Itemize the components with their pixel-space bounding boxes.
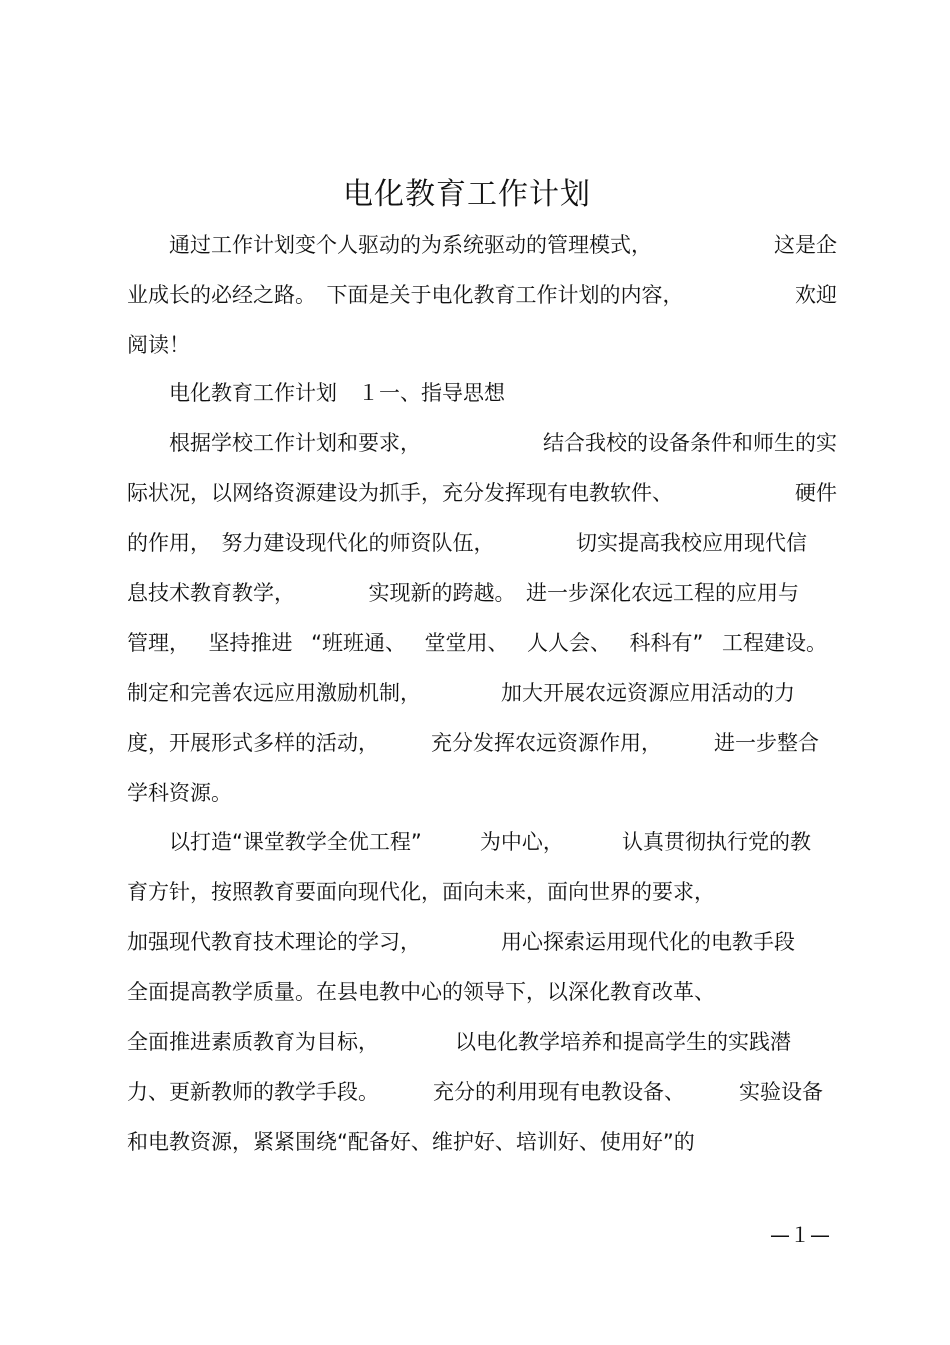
- text-run: 堂堂用、: [424, 631, 509, 655]
- text-run: 实验设备: [739, 1080, 823, 1104]
- text-run: 力、更新教师的教学手段。: [127, 1080, 379, 1104]
- text-run: 坚持推进: [208, 631, 293, 655]
- para2-line-1: [127, 827, 811, 857]
- para2-line-6: [127, 1077, 823, 1107]
- para2-line-7: 和电教资源，紧紧围绕“配备好、维护好、培训好、使用好”的: [127, 1130, 695, 1154]
- text-run: 际状况，以网络资源建设为抓手，充分发挥现有电教软件、: [127, 481, 673, 505]
- text-run: 实现新的跨越。 进一步深化农远工程的应用与: [368, 581, 799, 605]
- text-run: 业成长的必经之路。 下面是关于电化教育工作计划的内容，: [127, 283, 684, 307]
- para1-line-4: [127, 578, 799, 608]
- text-run: 硬件: [795, 481, 837, 505]
- text-run: 度，开展形式多样的活动，: [127, 731, 379, 755]
- text-run: 的作用， 努力建设现代化的师资队伍，: [127, 531, 495, 555]
- text-run: 息技术教育教学，: [127, 581, 295, 605]
- text-run: 加大开展农远资源应用活动的力: [501, 681, 795, 705]
- para2-line-2: 育方针，按照教育要面向现代化，面向未来，面向世界的要求，: [127, 880, 715, 904]
- text-run: 制定和完善农远应用激励机制，: [127, 681, 421, 705]
- text-run: 科科有”: [629, 631, 704, 655]
- text-run: 根据学校工作计划和要求，: [127, 431, 421, 455]
- text-run: 为中心，: [479, 830, 564, 854]
- text-run: 认真贯彻执行党的教: [621, 830, 811, 854]
- para2-line-3: [127, 927, 795, 957]
- para1-line-1: [127, 428, 837, 458]
- text-run: 充分的利用现有电教设备、: [433, 1080, 685, 1104]
- para1-line-6: [127, 678, 795, 708]
- text-run: “班班通、: [311, 631, 406, 655]
- document-title: 电化教育工作计划: [343, 177, 591, 212]
- text-run: 通过工作计划变个人驱动的为系统驱动的管理模式，: [127, 233, 652, 257]
- para1-line-3: [127, 528, 807, 558]
- intro-line-2: [127, 280, 837, 310]
- text-run: 结合我校的设备条件和师生的实: [543, 431, 837, 455]
- text-run: 加强现代教育技术理论的学习，: [127, 930, 421, 954]
- text-run: 全面推进素质教育为目标，: [127, 1030, 379, 1054]
- text-run: 切实提高我校应用现代信: [576, 531, 807, 555]
- text-run: 以电化教学培养和提高学生的实践潜: [455, 1030, 791, 1054]
- text-run: 进一步整合: [714, 731, 819, 755]
- text-run: 工程建设。: [721, 631, 827, 655]
- para2-line-4: 全面提高教学质量。在县电教中心的领导下，以深化教育改革、: [127, 980, 715, 1004]
- text-run: 管理，: [127, 631, 190, 655]
- para2-line-5: [127, 1027, 791, 1057]
- page-number: —１—: [770, 1223, 830, 1247]
- intro-line-3: 阅读！: [127, 333, 190, 357]
- text-run: 这是企: [774, 233, 837, 257]
- para1-line-8: 学科资源。: [127, 781, 232, 805]
- text-run: 欢迎: [795, 283, 837, 307]
- text-run: 充分发挥农远资源作用，: [431, 731, 662, 755]
- text-run: 以打造“课堂教学全优工程”: [127, 830, 422, 854]
- para1-line-2: [127, 478, 837, 508]
- section-heading: 电化教育工作计划 １一、指导思想: [127, 381, 505, 405]
- intro-line-1: [127, 230, 837, 260]
- para1-line-7: [127, 728, 819, 758]
- para1-line-5: [127, 628, 827, 658]
- text-run: 人人会、: [527, 631, 612, 655]
- text-run: 用心探索运用现代化的电教手段: [501, 930, 795, 954]
